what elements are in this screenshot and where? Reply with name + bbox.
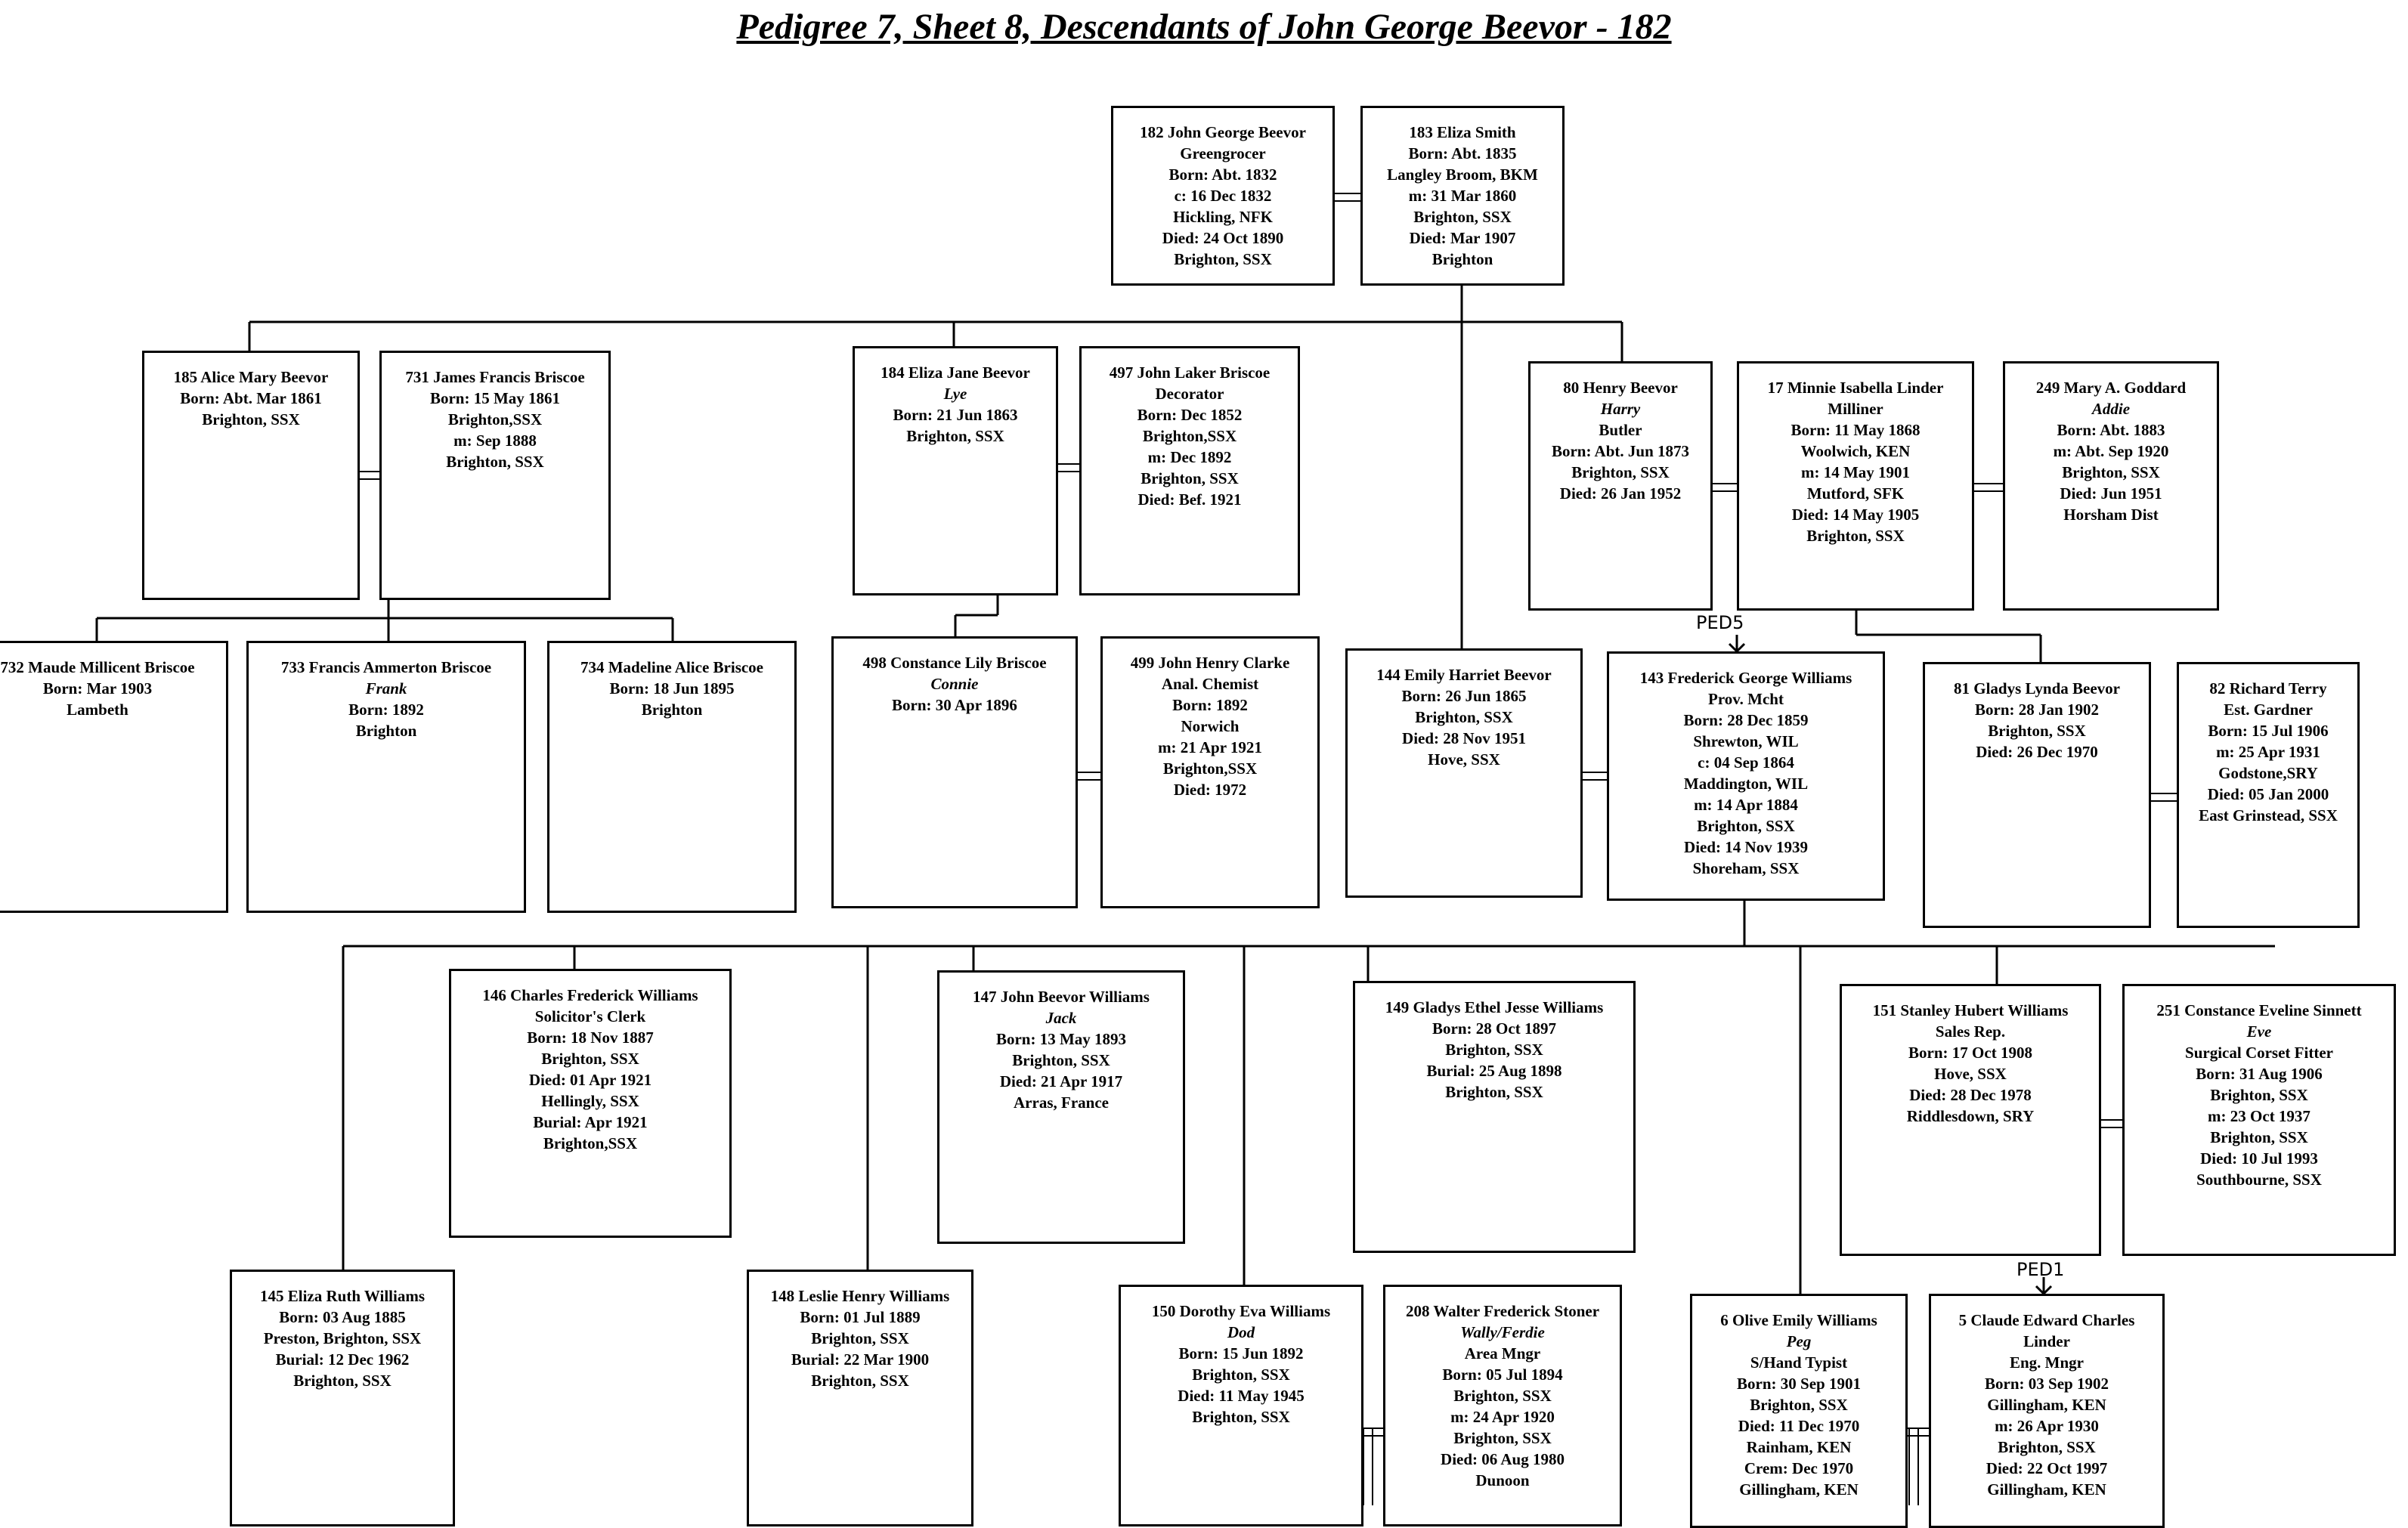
person-name: 81 Gladys Lynda Beevor (1954, 679, 2120, 697)
person-detail: Born: 15 Jun 1892 (1178, 1344, 1304, 1363)
person-detail: Shoreham, SSX (1692, 859, 1800, 877)
person-731-james-francis-briscoe (379, 351, 611, 600)
person-detail: Brighton, SSX (202, 410, 300, 428)
person-17-minnie-isabella-linder (1737, 361, 1974, 611)
person-detail: Jack (1045, 1009, 1077, 1027)
person-detail: East Grinstead, SSX (2199, 806, 2338, 824)
person-detail: Born: Abt. Mar 1861 (180, 389, 322, 407)
person-detail: Died: 14 Nov 1939 (1684, 838, 1808, 856)
person-detail: Burial: 12 Dec 1962 (275, 1350, 410, 1369)
person-detail: Brighton, SSX (2062, 463, 2160, 481)
chart-title: Pedigree 7, Sheet 8, Descendants of John George Beevor - 182 (736, 7, 1672, 47)
person-name: 185 Alice Mary Beevor (173, 368, 329, 386)
person-detail: Born: Mar 1903 (42, 679, 153, 697)
person-145-eliza-ruth-williams (230, 1270, 455, 1526)
person-detail: Eng. Mngr (2009, 1353, 2084, 1372)
person-detail: S/Hand Typist (1750, 1353, 1848, 1372)
person-detail: Brighton, SSX (2210, 1128, 2308, 1146)
person-name: 499 John Henry Clarke (1130, 654, 1290, 672)
person-name: 82 Richard Terry (2209, 679, 2327, 697)
person-detail: Brighton, SSX (1012, 1051, 1110, 1069)
ped1-note: PED1 (2016, 1259, 2065, 1280)
person-detail: m: 23 Oct 1937 (2208, 1107, 2311, 1125)
person-499-john-henry-clarke (1100, 636, 1320, 908)
person-name: 497 John Laker Briscoe (1109, 363, 1271, 382)
person-detail: Died: Bef. 1921 (1137, 490, 1242, 509)
person-detail: Preston, Brighton, SSX (263, 1329, 422, 1347)
person-detail: Hickling, NFK (1173, 208, 1273, 226)
person-147-john-beevor-williams (937, 970, 1185, 1244)
person-name: 150 Dorothy Eva Williams (1151, 1302, 1331, 1320)
person-detail: Born: 11 May 1868 (1791, 421, 1921, 439)
person-detail: Born: 01 Jul 1889 (800, 1308, 921, 1326)
person-detail: Southbourne, SSX (2196, 1171, 2322, 1189)
person-detail: Died: 28 Dec 1978 (1909, 1086, 2032, 1104)
person-detail: Brighton (355, 722, 417, 740)
person-detail: m: 31 Mar 1860 (1408, 187, 1517, 205)
person-detail: Died: 11 Dec 1970 (1738, 1417, 1860, 1435)
person-detail: Died: 21 Apr 1917 (999, 1072, 1123, 1090)
person-detail: Brighton, SSX (1415, 708, 1513, 726)
person-detail: Brighton, SSX (1806, 527, 1905, 545)
person-detail: Wally/Ferdie (1460, 1323, 1545, 1341)
person-detail: Brighton, SSX (1998, 1438, 2096, 1456)
person-detail: Arras, France (1014, 1093, 1109, 1112)
person-detail: Brighton, SSX (1697, 817, 1795, 835)
person-name: 80 Henry Beevor (1563, 379, 1678, 397)
person-detail: Peg (1786, 1332, 1812, 1350)
person-detail: Brighton, SSX (1141, 469, 1239, 487)
person-208-walter-frederick-stoner (1383, 1285, 1622, 1526)
person-detail: m: 25 Apr 1931 (2216, 743, 2320, 761)
person-182-john-george-beevor (1111, 106, 1335, 286)
person-detail: m: 24 Apr 1920 (1450, 1408, 1555, 1426)
person-151-stanley-hubert-williams (1840, 984, 2101, 1256)
person-detail: Born: 26 Jun 1865 (1401, 687, 1527, 705)
person-detail: m: Sep 1888 (453, 431, 537, 450)
person-detail: Connie (930, 675, 979, 693)
person-detail: Langley Broom, BKM (1387, 165, 1538, 184)
person-detail: Brighton, SSX (293, 1372, 392, 1390)
person-detail: Brighton (641, 701, 703, 719)
person-name: 143 Frederick George Williams (1639, 669, 1852, 687)
person-name: 149 Gladys Ethel Jesse Williams (1385, 998, 1604, 1016)
person-detail: Born: 1892 (1172, 696, 1248, 714)
person-detail: Died: 26 Jan 1952 (1559, 484, 1682, 503)
person-name: 183 Eliza Smith (1409, 123, 1516, 141)
person-251-constance-eveline-sinnett (2122, 984, 2396, 1256)
person-detail: Brighton, SSX (446, 453, 544, 471)
person-detail: Born: Dec 1852 (1137, 406, 1243, 424)
person-detail: Born: 28 Jan 1902 (1975, 701, 2099, 719)
person-detail: Brighton,SSX (1162, 759, 1258, 778)
person-detail: Brighton, SSX (1192, 1408, 1290, 1426)
person-734-madeline-alice-briscoe (547, 641, 797, 913)
person-detail: m: 21 Apr 1921 (1158, 738, 1262, 756)
person-detail: Gillingham, KEN (1739, 1480, 1859, 1499)
person-detail: Died: 01 Apr 1921 (528, 1071, 652, 1089)
person-detail: Born: 15 Jul 1906 (2208, 722, 2329, 740)
person-name: 733 Francis Ammerton Briscoe (280, 658, 492, 676)
person-detail: Rainham, KEN (1746, 1438, 1852, 1456)
person-detail: Lambeth (67, 701, 128, 719)
person-detail: Brighton, SSX (2210, 1086, 2308, 1104)
person-detail: Brighton, SSX (1453, 1387, 1552, 1405)
person-732-maude-millicent-briscoe (0, 641, 228, 913)
person-497-john-laker-briscoe (1079, 346, 1300, 595)
person-detail: Linder (2023, 1332, 2070, 1350)
person-detail: Burial: 25 Aug 1898 (1426, 1062, 1562, 1080)
person-detail: Died: 05 Jan 2000 (2207, 785, 2329, 803)
person-name: 144 Emily Harriet Beevor (1376, 666, 1552, 684)
person-name: 146 Charles Frederick Williams (482, 986, 698, 1004)
person-detail: Hellingly, SSX (541, 1092, 639, 1110)
person-detail: Solicitor's Clerk (534, 1007, 646, 1025)
person-detail: Greengrocer (1180, 144, 1266, 162)
person-detail: Decorator (1155, 385, 1224, 403)
person-143-frederick-george-williams (1607, 651, 1885, 901)
person-detail: Frank (365, 679, 407, 697)
person-detail: Brighton, SSX (906, 427, 1004, 445)
person-detail: Brighton, SSX (811, 1372, 909, 1390)
person-detail: Woolwich, KEN (1800, 442, 1911, 460)
person-detail: Gillingham, KEN (1987, 1396, 2106, 1414)
person-name: 251 Constance Eveline Sinnett (2156, 1001, 2362, 1019)
person-detail: Born: Abt. 1883 (2057, 421, 2165, 439)
person-detail: Died: 24 Oct 1890 (1162, 229, 1284, 247)
person-detail: m: 26 Apr 1930 (1995, 1417, 2099, 1435)
person-name: 734 Madeline Alice Briscoe (580, 658, 764, 676)
person-detail: Died: Mar 1907 (1409, 229, 1516, 247)
person-detail: Born: 05 Jul 1894 (1442, 1366, 1563, 1384)
person-detail: Milliner (1828, 400, 1883, 418)
person-detail: Died: 28 Nov 1951 (1402, 729, 1526, 747)
person-150-dorothy-eva-williams (1119, 1285, 1363, 1526)
person-146-charles-frederick-williams (449, 969, 732, 1238)
person-detail: c: 04 Sep 1864 (1698, 753, 1794, 772)
person-5-claude-edward-charles-linder (1929, 1294, 2165, 1528)
person-detail: Died: 10 Jul 1993 (2200, 1149, 2318, 1168)
person-detail: Born: 17 Oct 1908 (1908, 1044, 2032, 1062)
person-detail: Norwich (1181, 717, 1240, 735)
person-detail: Born: Abt. 1835 (1408, 144, 1517, 162)
person-detail: Born: 03 Aug 1885 (279, 1308, 406, 1326)
person-detail: Brighton, SSX (1988, 722, 2086, 740)
person-detail: Born: 28 Dec 1859 (1683, 711, 1809, 729)
person-149-gladys-ethel-jesse-williams (1353, 981, 1636, 1253)
person-detail: Brighton,SSX (543, 1134, 638, 1152)
person-detail: Brighton, SSX (1571, 463, 1670, 481)
person-detail: Mutford, SFK (1806, 484, 1905, 503)
person-detail: c: 16 Dec 1832 (1174, 187, 1272, 205)
person-detail: Sales Rep. (1935, 1022, 2006, 1041)
person-detail: Born: Abt. Jun 1873 (1551, 442, 1690, 460)
person-81-gladys-lynda-beevor (1923, 662, 2151, 928)
person-detail: Born: 18 Jun 1895 (609, 679, 735, 697)
person-name: 731 James Francis Briscoe (405, 368, 585, 386)
person-detail: Born: 18 Nov 1887 (527, 1028, 654, 1047)
person-detail: Maddington, WIL (1683, 775, 1809, 793)
person-148-leslie-henry-williams (747, 1270, 973, 1526)
person-detail: Est. Gardner (2224, 701, 2313, 719)
person-detail: Died: 1972 (1173, 781, 1247, 799)
person-144-emily-harriet-beevor (1345, 648, 1583, 898)
person-name: 145 Eliza Ruth Williams (259, 1287, 425, 1305)
person-detail: Dunoon (1475, 1471, 1530, 1489)
person-detail: Hove, SSX (1428, 750, 1500, 769)
person-detail: Born: 31 Aug 1906 (2196, 1065, 2323, 1083)
person-name: 148 Leslie Henry Williams (770, 1287, 950, 1305)
person-name: 17 Minnie Isabella Linder (1767, 379, 1944, 397)
person-detail: m: Abt. Sep 1920 (2053, 442, 2169, 460)
person-name: 184 Eliza Jane Beevor (881, 363, 1030, 382)
person-detail: Died: 22 Oct 1997 (1986, 1459, 2108, 1477)
person-detail: Horsham Dist (2063, 506, 2159, 524)
person-733-francis-ammerton-briscoe (246, 641, 526, 913)
person-detail: Died: Jun 1951 (2060, 484, 2162, 503)
person-detail: Born: 1892 (348, 701, 424, 719)
person-detail: Brighton, SSX (1192, 1366, 1290, 1384)
person-name: 151 Stanley Hubert Williams (1872, 1001, 2069, 1019)
person-detail: Surgical Corset Fitter (2185, 1044, 2333, 1062)
person-name: 5 Claude Edward Charles (1958, 1311, 2135, 1329)
person-detail: Brighton, SSX (1453, 1429, 1552, 1447)
person-detail: Died: 06 Aug 1980 (1441, 1450, 1565, 1468)
person-detail: Area Mngr (1464, 1344, 1541, 1363)
person-detail: Born: 03 Sep 1902 (1985, 1375, 2109, 1393)
person-name: 6 Olive Emily Williams (1720, 1311, 1877, 1329)
person-detail: m: 14 May 1901 (1800, 463, 1911, 481)
person-detail: Born: Abt. 1832 (1168, 165, 1277, 184)
person-detail: Harry (1600, 400, 1641, 418)
person-detail: Brighton, SSX (811, 1329, 909, 1347)
person-detail: Brighton, SSX (1174, 250, 1272, 268)
person-name: 182 John George Beevor (1140, 123, 1306, 141)
person-name: 249 Mary A. Goddard (2035, 379, 2187, 397)
person-detail: Dod (1227, 1323, 1255, 1341)
person-detail: Brighton (1431, 250, 1493, 268)
person-498-constance-lily-briscoe (831, 636, 1078, 908)
person-detail: Brighton,SSX (447, 410, 543, 428)
person-detail: Born: 21 Jun 1863 (893, 406, 1018, 424)
person-detail: Shrewton, WIL (1693, 732, 1799, 750)
person-detail: Burial: Apr 1921 (533, 1113, 648, 1131)
person-detail: Hove, SSX (1934, 1065, 2007, 1083)
person-detail: Brighton,SSX (1142, 427, 1237, 445)
person-detail: Born: 13 May 1893 (995, 1030, 1127, 1048)
person-detail: Gillingham, KEN (1987, 1480, 2106, 1499)
person-82-richard-terry (2177, 662, 2360, 928)
person-detail: Butler (1599, 421, 1642, 439)
ped5-note: PED5 (1696, 612, 1744, 633)
person-detail: Addie (2091, 400, 2131, 418)
person-6-olive-emily-williams (1690, 1294, 1908, 1528)
person-detail: Brighton, SSX (1445, 1041, 1543, 1059)
person-185-alice-mary-beevor (142, 351, 360, 600)
person-detail: Brighton, SSX (541, 1050, 639, 1068)
person-name: 498 Constance Lily Briscoe (862, 654, 1047, 672)
person-detail: Anal. Chemist (1161, 675, 1259, 693)
person-detail: Godstone,SRY (2218, 764, 2318, 782)
person-name: 147 John Beevor Williams (973, 988, 1150, 1006)
person-184-eliza-jane-beevor (853, 346, 1058, 595)
person-detail: Died: 26 Dec 1970 (1976, 743, 2098, 761)
person-detail: Brighton, SSX (1413, 208, 1512, 226)
person-detail: Burial: 22 Mar 1900 (791, 1350, 930, 1369)
person-detail: Born: 15 May 1861 (429, 389, 561, 407)
person-detail: Died: 14 May 1905 (1791, 506, 1920, 524)
person-detail: Eve (2246, 1022, 2272, 1041)
person-detail: Died: 11 May 1945 (1178, 1387, 1305, 1405)
person-detail: Born: 30 Sep 1901 (1737, 1375, 1861, 1393)
person-detail: Born: 30 Apr 1896 (892, 696, 1017, 714)
person-detail: Prov. Mcht (1708, 690, 1784, 708)
person-detail: Brighton, SSX (1750, 1396, 1848, 1414)
person-80-henry-beevor (1528, 361, 1713, 611)
person-183-eliza-smith (1360, 106, 1565, 286)
person-detail: m: Dec 1892 (1147, 448, 1232, 466)
person-detail: Brighton, SSX (1445, 1083, 1543, 1101)
person-name: 732 Maude Millicent Briscoe (0, 658, 195, 676)
person-detail: Born: 28 Oct 1897 (1432, 1019, 1556, 1038)
person-detail: Crem: Dec 1970 (1744, 1459, 1854, 1477)
person-name: 208 Walter Frederick Stoner (1405, 1302, 1600, 1320)
person-detail: Riddlesdown, SRY (1906, 1107, 2035, 1125)
person-249-mary-a-goddard (2003, 361, 2219, 611)
person-detail: Lye (943, 385, 967, 403)
person-detail: m: 14 Apr 1884 (1694, 796, 1798, 814)
